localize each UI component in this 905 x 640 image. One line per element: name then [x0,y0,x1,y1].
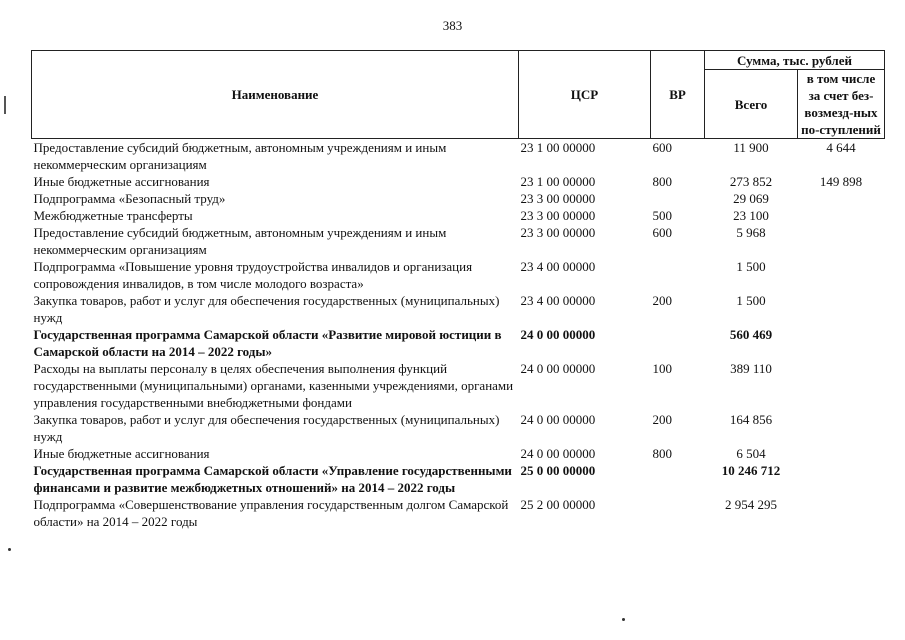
budget-table [31,50,885,530]
scan-dot-mark [8,548,11,551]
row-name: Закупка товаров, работ и услуг для обеспечения государственных (муниципальных) нужд [33,293,500,325]
row-total: 164 856 [729,412,773,427]
table-row [32,207,885,224]
row-csr: 23 3 00 00000 [520,191,596,206]
table-row [32,224,885,258]
row-total: 23 100 [733,208,769,223]
header-sum-group: Сумма, тыс. рублей [705,51,885,70]
header-incl-grants: в том числе за счет без-возмезд-ных по-ступлений [798,70,885,139]
row-name: Государственная программа Самарской области «Управление государственными финансами и развитие межбюджетных отношений» на 2014 – 2022 годы [33,463,512,495]
budget-sheet [31,50,884,530]
row-grants [798,190,885,207]
row-grants [798,326,885,360]
row-name: Расходы на выплаты персоналу в целях обеспечения выполнения функций государственными (муниципальными) органами, казенными учреждениями, органами управления государственными внебюджетными фондами [33,361,514,410]
row-vr: 200 [652,412,672,427]
row-csr: 23 4 00 00000 [520,293,596,308]
row-total: 1 500 [736,293,766,308]
row-csr: 24 0 00 00000 [520,361,596,376]
header-total: Всего [705,70,798,139]
row-vr [651,258,705,292]
table-body [32,139,885,531]
table-row [32,173,885,190]
header-name: Наименование [32,51,519,139]
row-name: Подпрограмма «Безопасный труд» [33,191,226,206]
header-vr: ВР [651,51,705,139]
page-number: 383 [442,18,463,33]
row-vr: 500 [652,208,672,223]
table-row [32,292,885,326]
row-grants [798,360,885,411]
row-csr: 23 1 00 00000 [520,140,596,155]
row-name: Иные бюджетные ассигнования [33,174,210,189]
row-grants [798,207,885,224]
row-name: Межбюджетные трансферты [33,208,193,223]
row-name: Подпрограмма «Совершенствование управления государственным долгом Самарской области» на 2014 – 2022 годы [33,497,509,529]
scan-dot-mark [622,618,625,621]
row-vr [651,326,705,360]
row-grants [798,224,885,258]
table-row [32,411,885,445]
row-vr: 800 [652,446,672,461]
table-row [32,258,885,292]
row-vr: 600 [652,225,672,240]
row-grants [798,258,885,292]
row-total: 5 968 [736,225,766,240]
row-name: Иные бюджетные ассигнования [33,446,210,461]
row-total: 560 469 [729,327,773,342]
row-csr: 24 0 00 00000 [520,446,596,461]
row-grants [798,411,885,445]
row-grants: 149 898 [819,174,863,189]
row-grants [798,445,885,462]
row-vr [651,496,705,530]
scan-margin-mark [4,96,6,114]
table-row [32,445,885,462]
row-name: Государственная программа Самарской области «Развитие мировой юстиции в Самарской области на 2014 – 2022 годы» [33,327,502,359]
row-csr: 25 0 00 00000 [520,463,596,478]
row-name: Предоставление субсидий бюджетным, автономным учреждениям и иным некоммерческим организациям [33,140,447,172]
row-vr: 100 [652,361,672,376]
row-csr: 23 4 00 00000 [520,259,596,274]
row-csr: 23 1 00 00000 [520,174,596,189]
row-vr [651,190,705,207]
header-csr: ЦСР [519,51,651,139]
row-total: 29 069 [733,191,769,206]
row-total: 6 504 [736,446,766,461]
row-grants [798,292,885,326]
row-total: 273 852 [729,174,773,189]
row-csr: 24 0 00 00000 [520,412,596,427]
table-row [32,496,885,530]
row-vr: 800 [652,174,672,189]
row-total: 389 110 [730,361,772,376]
row-name: Предоставление субсидий бюджетным, автономным учреждениям и иным некоммерческим организациям [33,225,447,257]
row-grants [798,462,885,496]
row-name: Закупка товаров, работ и услуг для обеспечения государственных (муниципальных) нужд [33,412,500,444]
table-row [32,139,885,174]
row-csr: 24 0 00 00000 [520,327,596,342]
table-row [32,360,885,411]
row-grants: 4 644 [826,140,856,155]
row-total: 1 500 [736,259,766,274]
row-total: 10 246 712 [721,463,781,478]
table-row [32,462,885,496]
row-vr: 600 [652,140,672,155]
row-grants [798,496,885,530]
row-total: 11 900 [733,140,769,155]
row-csr: 23 3 00 00000 [520,225,596,240]
row-vr [651,462,705,496]
row-total: 2 954 295 [725,497,777,512]
table-row [32,190,885,207]
row-csr: 23 3 00 00000 [520,208,596,223]
row-csr: 25 2 00 00000 [520,497,596,512]
table-row [32,326,885,360]
row-vr: 200 [652,293,672,308]
row-name: Подпрограмма «Повышение уровня трудоустройства инвалидов и организация сопровождения инвалидов, в том числе молодого возраста» [33,259,473,291]
